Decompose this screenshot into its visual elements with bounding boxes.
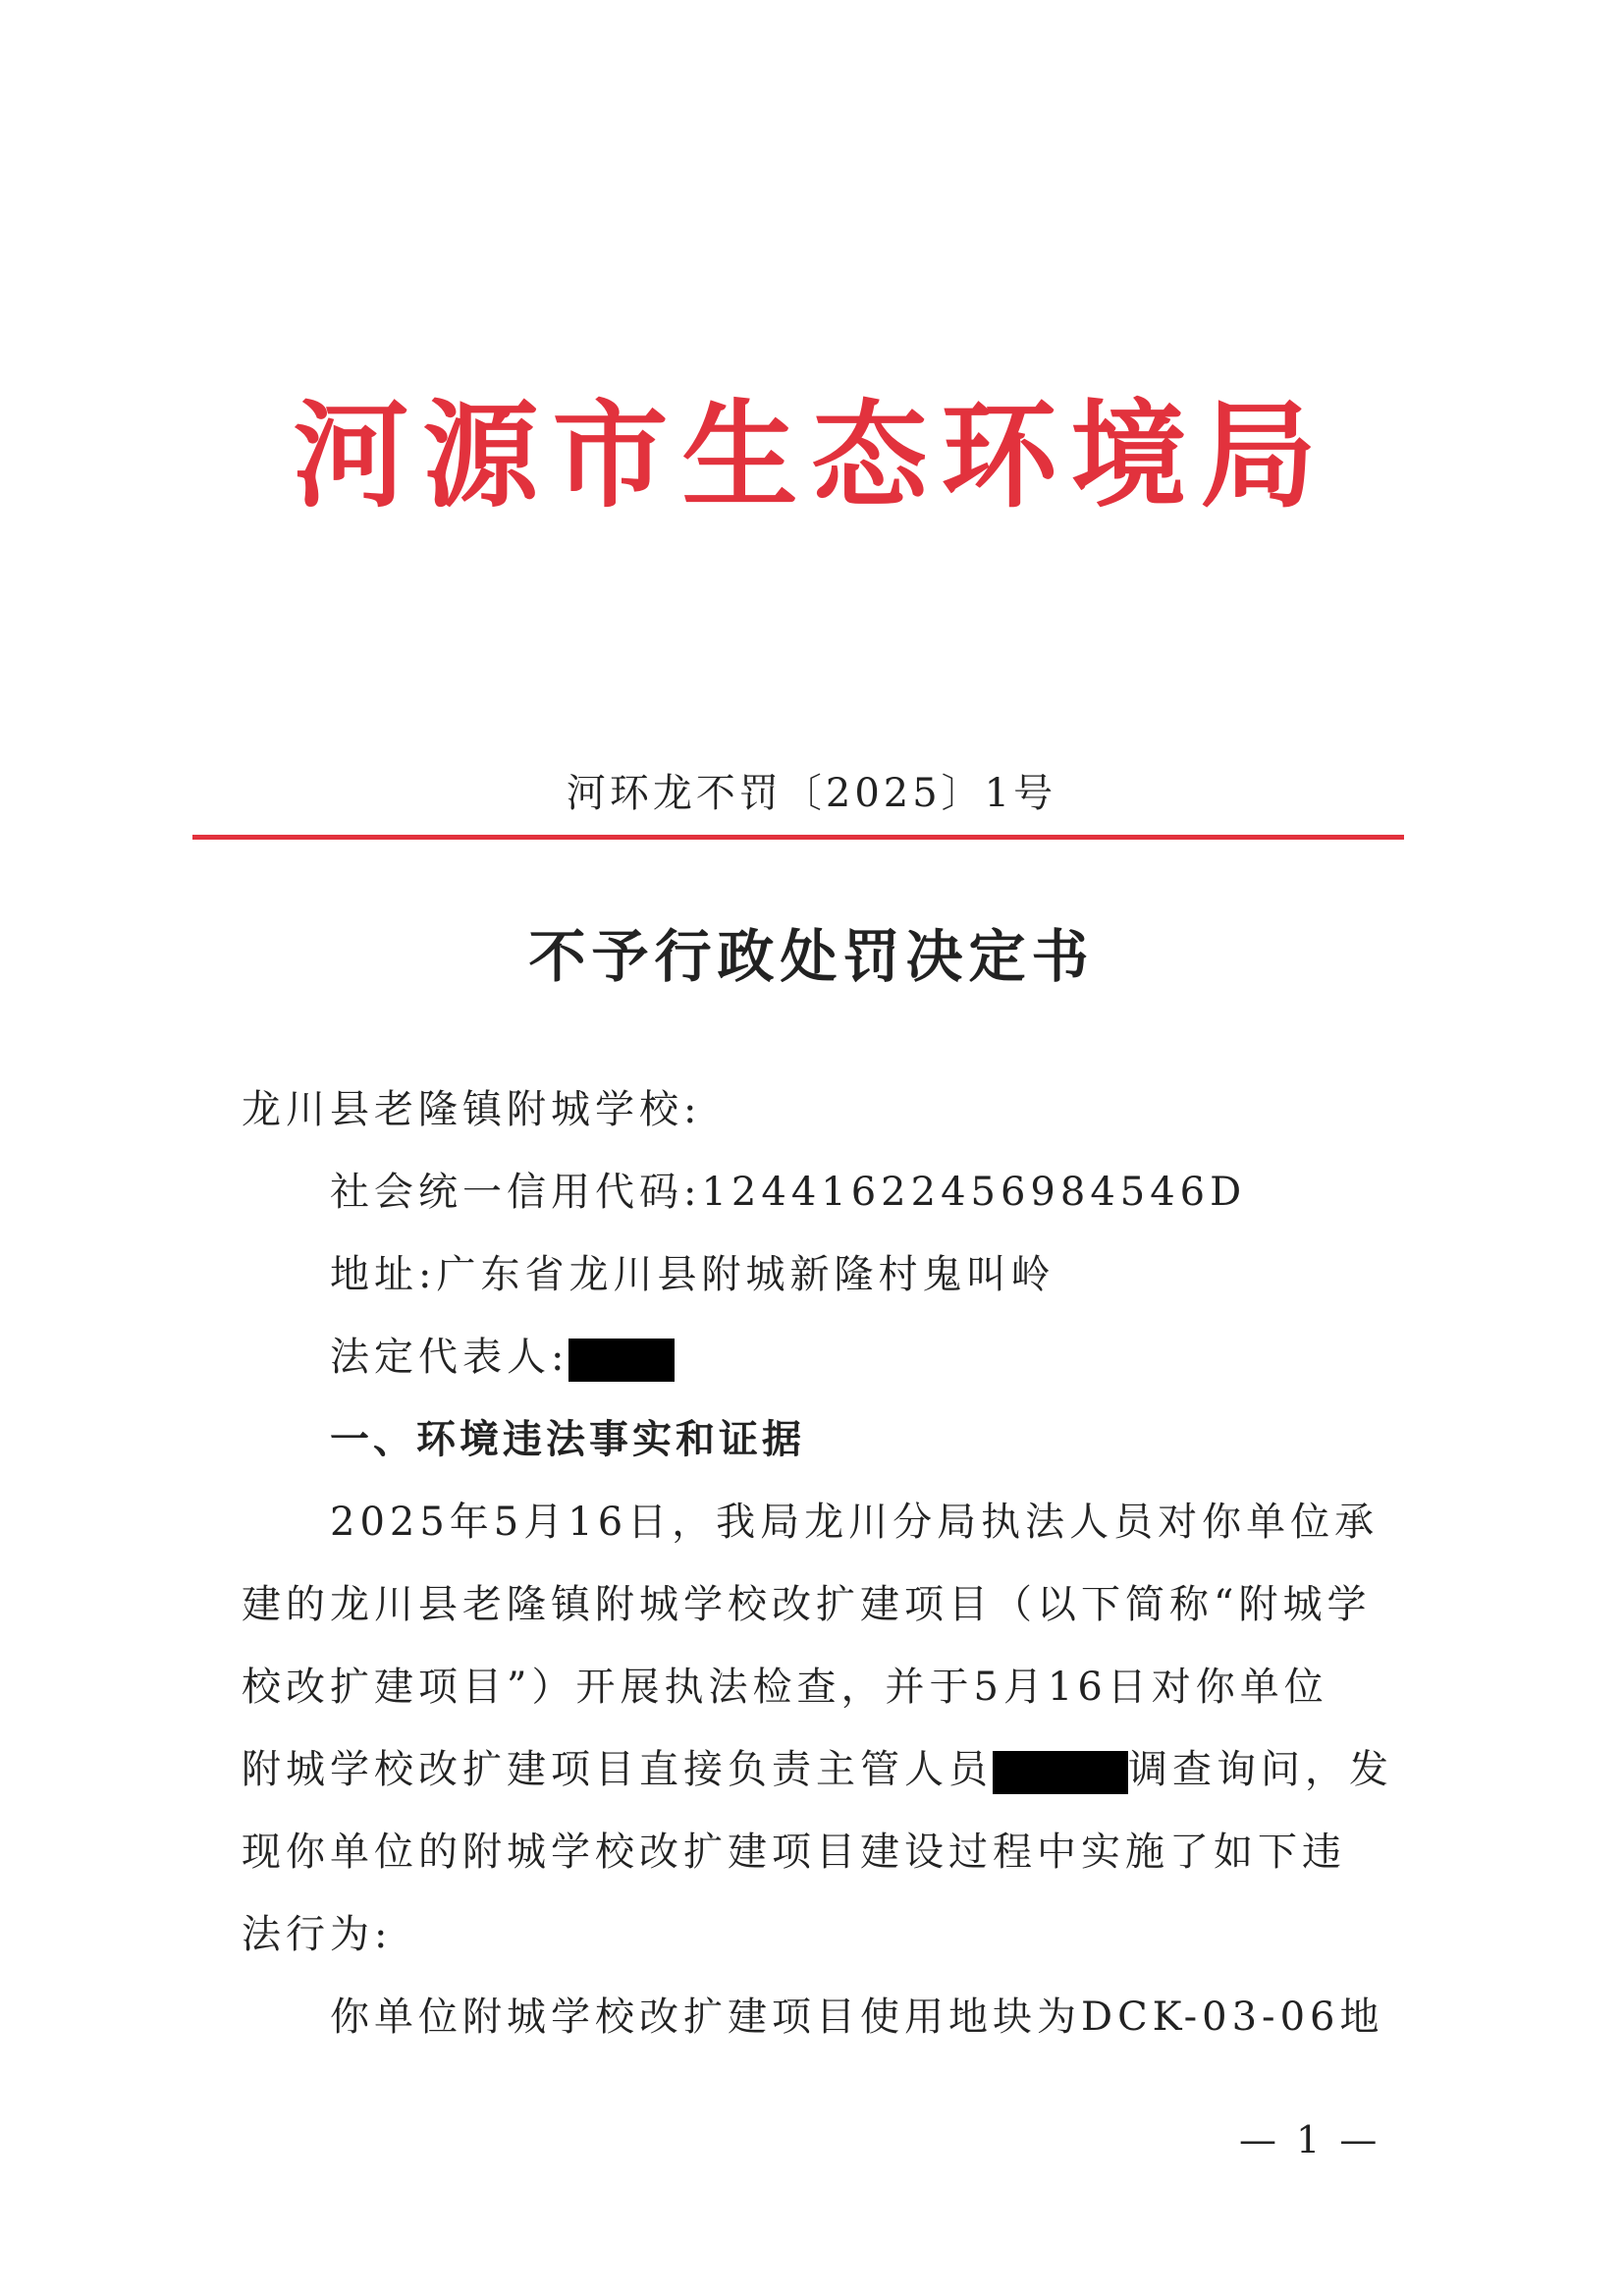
page-number: — 1 — <box>1239 2118 1381 2161</box>
legal-rep-line <box>330 1316 1469 1398</box>
paragraph-line: 校改扩建项目”）开展执法检查，并于5月16日对你单位 <box>242 1665 1328 1710</box>
document-title: 不予行政处罚决定书 <box>528 923 1095 990</box>
credit-code-value: 12441622456984546D <box>701 1170 1247 1215</box>
redaction-box <box>568 1339 675 1382</box>
paragraph-line: 现你单位的附城学校改扩建项目建设过程中实施了如下违 <box>242 1830 1346 1875</box>
paragraph-line: 2025年5月16日，我局龙川分局执法人员对你单位承 <box>330 1500 1380 1545</box>
paragraph-line: 建的龙川县老隆镇附城学校改扩建项目（以下简称“附城学 <box>242 1582 1372 1627</box>
paragraph-line: 法行为: <box>242 1912 393 1957</box>
paragraph-line-part: 附城学校改扩建项目直接负责主管人员 <box>242 1747 993 1792</box>
section-heading: 一、环境违法事实和证据 <box>330 1417 805 1462</box>
redaction-box <box>993 1751 1128 1794</box>
address-value: 广东省龙川县附城新隆村鬼叫岭 <box>436 1252 1055 1297</box>
red-divider-line <box>192 835 1404 840</box>
paragraph-line-part: 调查询问，发 <box>1128 1747 1393 1792</box>
credit-code-line <box>330 1151 1469 1233</box>
paragraph-line <box>242 1728 1393 1811</box>
address-line <box>330 1233 1469 1316</box>
document-number: 河环龙不罚〔2025〕1号 <box>566 771 1057 816</box>
credit-code-label: 社会统一信用代码: <box>330 1170 702 1215</box>
agency-letterhead: 河源市生态环境局 <box>293 387 1330 523</box>
legal-rep-label: 法定代表人: <box>330 1335 569 1380</box>
address-label: 地址: <box>330 1252 437 1297</box>
paragraph-line: 你单位附城学校改扩建项目使用地块为DCK-03-06地 <box>330 1995 1384 2040</box>
recipient-line: 龙川县老隆镇附城学校: <box>242 1087 702 1132</box>
